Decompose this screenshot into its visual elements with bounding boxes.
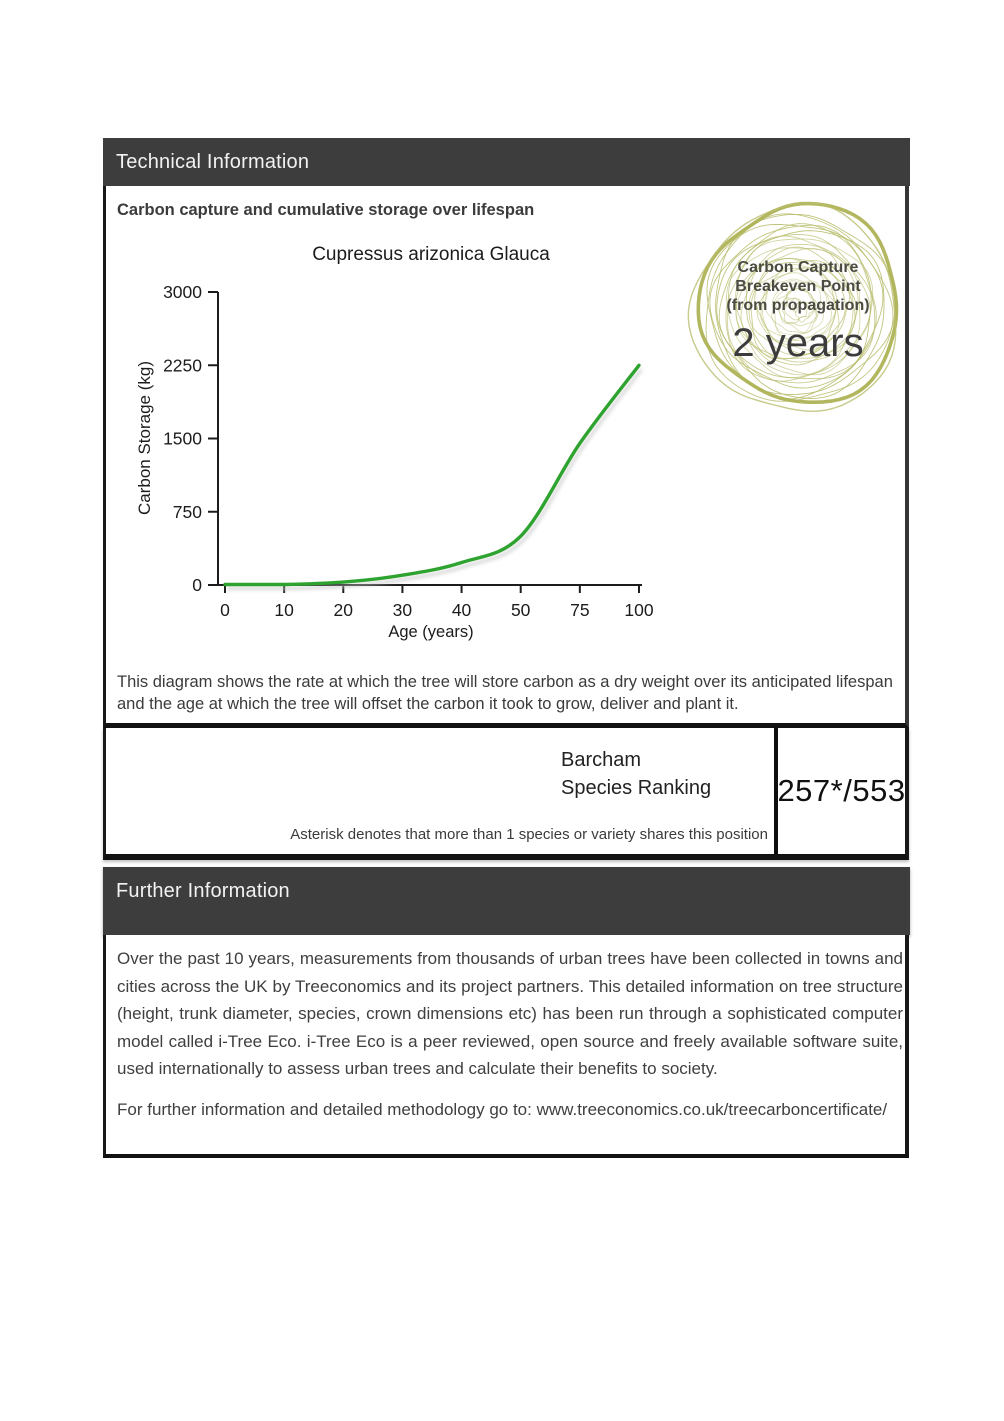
further-information-panel [103,935,909,1158]
ranking-footnote: Asterisk denotes that more than 1 species or variety shares this position [290,826,768,843]
species-ranking-label [561,746,711,802]
breakeven-badge [683,196,913,426]
svg-text:2250: 2250 [163,355,202,376]
x-axis-title: Age (years) [388,623,474,641]
svg-text:10: 10 [274,600,294,620]
ranking-label-line2: Species Ranking [561,777,712,799]
further-info-paragraph: Over the past 10 years, measurements from thousands of urban trees have been collected in towns and cities across the UK by Treeconomics and its project partners. This detailed information on tree structure (height, trunk diameter, species, crown dimensions etc) has been run through a sophisticated computer model called i-Tree Eco. i-Tree Eco is a peer reviewed, open source and freely available software suite, used internationally to assess urban trees and calculate their benefits to society. [117,949,903,1078]
chart-section-heading: Carbon capture and cumulative storage over lifespan [117,201,535,219]
carbon-chart-panel [103,186,909,728]
svg-text:3000: 3000 [163,282,202,302]
svg-text:1500: 1500 [163,428,202,449]
species-ranking-section [103,728,909,860]
badge-line-3: (from propagation) [726,297,870,314]
further-information-header [103,867,910,935]
y-axis-title: Carbon Storage (kg) [135,360,154,516]
further-information-title: Further Information [116,880,290,902]
technical-information-header [103,138,910,186]
svg-text:40: 40 [451,600,472,620]
svg-text:20: 20 [333,600,354,620]
svg-text:30: 30 [392,600,413,620]
chart-caption: This diagram shows the rate at which the tree will store carbon as a dry weight over its anticipated lifespan and the age at which the tree will offset the carbon it took to grow, deliver and plant it. [117,673,893,713]
svg-text:75: 75 [570,600,590,620]
svg-text:50: 50 [510,600,531,620]
further-info-link-line: For further information and detailed methodology go to: www.treeconomics.co.uk/treecarboncertificate/ [117,1100,888,1119]
ranking-label-line1: Barcham [561,749,642,771]
svg-text:0: 0 [220,600,230,620]
breakeven-badge-text [683,258,913,365]
ranking-value: 257*/553 [777,773,906,808]
badge-line-1: Carbon Capture [737,259,859,276]
chart-title: Cupressus arizonica Glauca [312,244,550,265]
svg-text:100: 100 [624,600,654,620]
technical-information-title: Technical Information [116,151,310,173]
badge-line-2: Breakeven Point [735,278,861,295]
svg-text:750: 750 [172,501,202,522]
svg-text:0: 0 [192,575,202,595]
badge-breakeven-value: 2 years [732,321,864,365]
